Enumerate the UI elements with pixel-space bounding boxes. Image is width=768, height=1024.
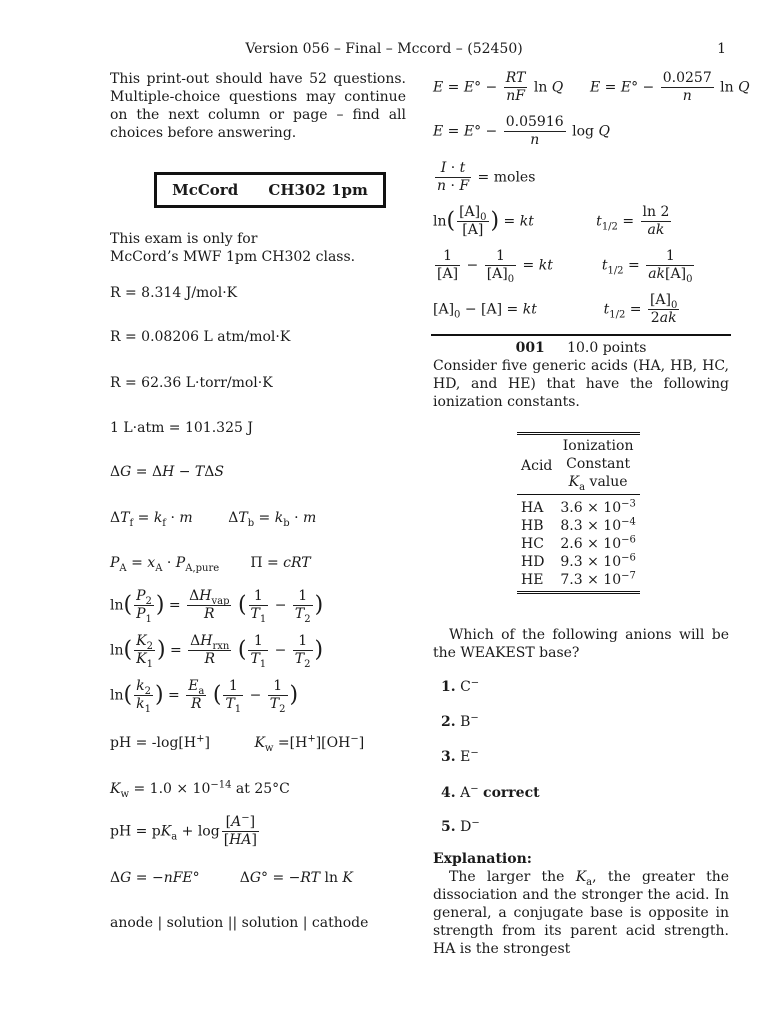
- answer-choice-5[interactable]: 5. D−: [441, 817, 480, 835]
- gibbs-equation: ΔG = ΔH − TΔS: [110, 464, 224, 480]
- table-row: HC $2.6 \times 10^{-6}$: [521, 534, 636, 552]
- answer-choice-2[interactable]: 2. B−: [441, 712, 479, 730]
- explanation-label: Explanation:: [433, 851, 532, 867]
- gas-constant-1: R = 8.314 J/mol·K: [110, 285, 238, 301]
- question-prompt: Which of the following anions will be the WEAKEST base?: [433, 627, 729, 661]
- second-order-equations: $\frac{1}{[A]}$ − $\frac{1}{[A]_0}$ = kt $t_{1/2}$ = $\frac{1}{ak[A]_0}$: [437, 248, 693, 285]
- table-row: HD $9.3 \times 10^{-6}$: [521, 552, 636, 570]
- ka-table-header: [517, 437, 640, 495]
- answer-choice-4[interactable]: 4. A− correct: [441, 783, 540, 801]
- henderson-hasselbalch-equation: pH = $pK_a + \log$ $\frac{[A^-]}{[HA]}$: [110, 812, 257, 848]
- clausius-clapeyron-equation: ln( $\frac{P_2}{P_1}$ ) = $\frac{\Delta H_{vap}}{R}$ ( $\frac{1}{T_1}$ − $\frac{1}{T_2}$ ): [110, 588, 324, 625]
- correct-marker: correct: [483, 785, 540, 801]
- nernst-equations: E = E° − $\frac{RT}{nF}$ ln Q E = E° − $\frac{0.0257}{n}$ ln Q: [433, 70, 750, 104]
- question-heading: [433, 339, 729, 357]
- instructor-name: McCord: [172, 181, 239, 199]
- free-energy-equations: ΔG = −nFE° ΔG° = −RT ln K: [110, 870, 353, 886]
- table-row: HA $3.6 \times 10^{-3}$: [521, 498, 636, 516]
- header-ionization-constant: Ionization Constant $K_a$ value: [562, 438, 634, 493]
- answer-choice-1[interactable]: 1. C−: [441, 677, 480, 695]
- ph-kw-definitions: pH = -log[H+] $K_w =[H^+][OH^-]$: [110, 733, 365, 754]
- table-row: HB $8.3 \times 10^{-4}$: [521, 516, 636, 534]
- left-column: [110, 70, 406, 931]
- page-number: 1: [717, 41, 726, 57]
- explanation-text: The larger the $K_a$, the greater the dissociation and the stronger the acid. In general, a conjugate base is opposite in strength from its parent acid strength. HA is the strongest: [433, 869, 730, 957]
- ka-table-wrapper: [517, 432, 640, 594]
- question-divider: [431, 334, 731, 336]
- question-points: 10.0 points: [567, 340, 647, 356]
- latm-conversion: 1 L·atm = 101.325 J: [110, 420, 253, 436]
- colligative-equations: $\Delta T_f = k_f \cdot m$ $\Delta T_b = k_b \cdot m$: [110, 510, 317, 529]
- table-row: HE $7.3 \times 10^{-7}$: [521, 570, 636, 588]
- faraday-equation: $\frac{I \cdot t}{n \cdot F}$ = moles: [437, 160, 536, 194]
- nernst-log-equation: E = E° − $\frac{0.05916}{n}$ log Q: [433, 114, 610, 148]
- ka-table: [517, 437, 640, 589]
- header-acid: Acid: [521, 457, 553, 474]
- vant-hoff-equation: ln( $\frac{K_2}{K_1}$ ) = $\frac{\Delta H_{rxn}}{R}$ ( $\frac{1}{T_1}$ − $\frac{1}{T_2}$ ): [110, 633, 324, 670]
- question-number: 001: [515, 340, 545, 356]
- zero-order-equations: $[A]_0 - [A]$ = kt $t_{1/2}$ = $\frac{[A]_0}{2ak}$: [433, 292, 678, 326]
- page-header: Version 056 – Final – Mccord – (52450): [245, 41, 523, 57]
- raoult-osmotic-equations: $P_A = x_A \cdot P_{A,pure}$ Π = cRT: [110, 555, 311, 574]
- answer-choice-3[interactable]: 3. E−: [441, 747, 479, 765]
- first-order-equations: ln( $\frac{[A]_0}{[A]}$ ) = kt $t_{1/2}$ = $\frac{\ln 2}{ak}$: [433, 204, 670, 238]
- exam-note-line-2: McCord’s MWF 1pm CH302 class.: [110, 249, 356, 265]
- course-code: CH302 1pm: [268, 181, 368, 199]
- exam-note-line-1: This exam is only for: [110, 231, 258, 247]
- kw-value: $K_w = 1.0 \times 10^{-14}$ at 25°C: [110, 779, 290, 800]
- exam-note: [110, 230, 406, 266]
- question-text: Consider five generic acids (HA, HB, HC, HD, and HE) that have the following ionization constants.: [433, 358, 729, 410]
- intro-paragraph: This print-out should have 52 questions. Multiple-choice questions may continue on the next column or page – find all choices before answering.: [110, 71, 406, 141]
- arrhenius-equation: ln( $\frac{k_2}{k_1}$ ) = $\frac{E_a}{R}$ ( $\frac{1}{T_1}$ − $\frac{1}{T_2}$ ): [110, 678, 299, 715]
- gas-constant-2: R = 0.08206 L atm/mol·K: [110, 329, 291, 345]
- cell-notation: anode | solution || solution | cathode: [110, 915, 369, 931]
- course-box: [154, 172, 386, 208]
- gas-constant-3: R = 62.36 L·torr/mol·K: [110, 375, 273, 391]
